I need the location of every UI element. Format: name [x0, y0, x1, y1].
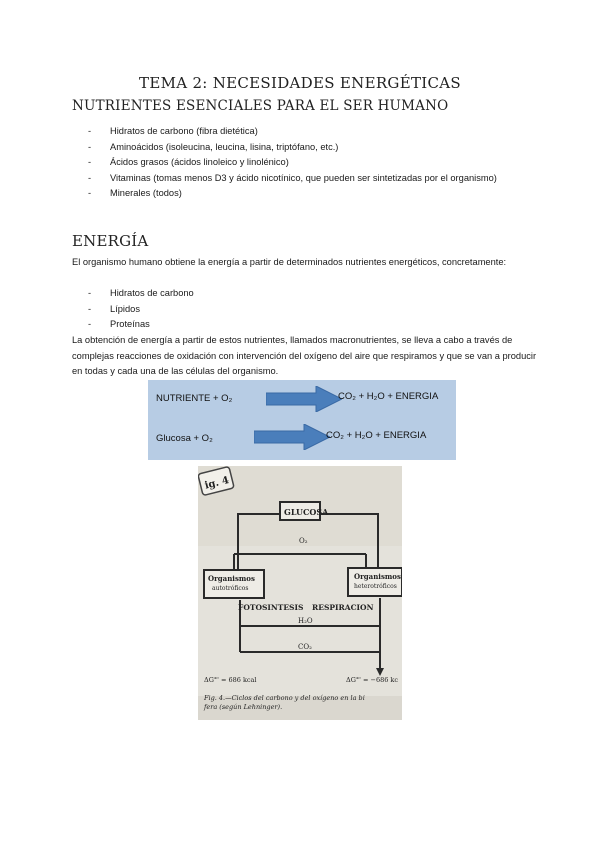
o2-label: O₂ — [299, 537, 308, 545]
list-item: - Hidratos de carbono — [88, 286, 520, 302]
glucosa-label: GLUCOSA — [284, 507, 329, 517]
list-item: - Lípidos — [88, 302, 520, 318]
energia-paragraph: La obtención de energía a partir de estos nutrientes, llamados macronutrientes, se lleva a cabo a través de complejas reacciones de oxidación con intervención del oxígeno del aire que respiramos y que se van a producir en todas y cada una de las células del organismo. — [72, 335, 537, 377]
list-item: - Ácidos grasos (ácidos linoleico y linolénico) — [88, 155, 520, 171]
figure-corner-mark: ig. 4 — [203, 475, 231, 492]
delta-g-heterotroficos: ΔG°' = −686 kc — [346, 676, 398, 684]
nutrientes-list — [88, 124, 520, 202]
h2o-label: H₂O — [298, 617, 313, 625]
heterotroficos-label-1: Organismos — [354, 572, 401, 581]
autotroficos-label-2: autotróficos — [212, 585, 249, 592]
macronutrientes-list — [88, 286, 520, 333]
energia-intro: El organismo humano obtiene la energía a partir de determinados nutrientes energéticos, concretamente: — [72, 257, 507, 267]
section-heading-energia: ENERGÍA — [72, 232, 149, 250]
page-title: TEMA 2: NECESIDADES ENERGÉTICAS — [139, 74, 461, 92]
list-item: - Aminoácidos (isoleucina, leucina, lisina, triptófano, etc.) — [88, 140, 520, 156]
list-item: - Vitaminas (tomas menos D3 y ácido nicotínico, que pueden ser sintetizadas por el organismo) — [88, 171, 520, 187]
right-arrow-icon — [266, 386, 342, 412]
figure-caption-line-1: Fig. 4.—Ciclos del carbono y del oxígeno en la bi — [204, 694, 365, 702]
autotroficos-label-1: Organismos — [208, 574, 255, 583]
list-item: - Hidratos de carbono (fibra dietética) — [88, 124, 520, 140]
equation-1-products: CO₂ + H₂O + ENERGIA — [338, 391, 439, 402]
equation-box — [148, 380, 456, 460]
carbon-oxygen-cycle-figure — [198, 466, 402, 720]
delta-g-autotroficos: ΔG°' = 686 kcal — [204, 676, 257, 684]
co2-label: CO₂ — [298, 643, 312, 651]
list-item: - Minerales (todos) — [88, 186, 520, 202]
section-heading-nutrientes: NUTRIENTES ESENCIALES PARA EL SER HUMANO — [72, 98, 449, 114]
equation-2-products: CO₂ + H₂O + ENERGIA — [326, 430, 427, 441]
equation-2-reactants: Glucosa + O₂ — [156, 433, 213, 444]
respiracion-label: RESPIRACION — [312, 603, 374, 612]
fotosintesis-label: FOTOSINTESIS — [238, 603, 304, 612]
figure-caption-line-2: fera (según Lehninger). — [204, 703, 283, 711]
list-item: - Proteínas — [88, 317, 520, 333]
heterotroficos-label-2: heterotróficos — [354, 583, 397, 590]
cycle-diagram — [198, 466, 402, 720]
right-arrow-icon — [254, 424, 330, 450]
equation-1-reactants: NUTRIENTE + O₂ — [156, 393, 233, 404]
